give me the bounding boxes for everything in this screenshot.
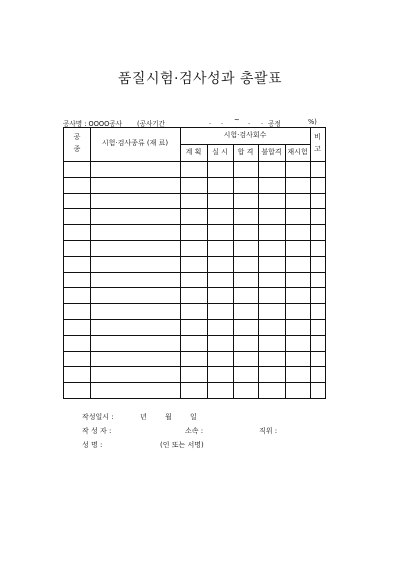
position-label: 직위 : [259,427,278,435]
header-retest: 재시험 [287,148,308,156]
table-row-line [64,256,325,257]
table-row-line [64,319,325,320]
table-row-line [64,272,325,273]
column-line [258,144,259,398]
progress-unit: %) [308,118,317,126]
header-pass: 합 격 [237,148,254,156]
period-separator: . [261,118,264,126]
header-process-2: 종 [73,145,81,153]
table-row-line [64,303,325,304]
month-label: 월 [165,413,172,421]
column-line [233,144,234,398]
header-fail: 불합격 [261,148,282,156]
table-row-line [64,335,325,336]
table-row-line [64,208,325,209]
table-row-line [64,177,325,178]
date-label: 작성일시 : [82,413,114,421]
header-remark-1: 비 [314,133,321,141]
header-test-count-group: 시험·검사회수 [223,131,267,139]
day-label: 일 [190,413,197,421]
table-row-line [64,382,325,383]
table-row-line [64,287,325,288]
column-line [310,128,311,398]
construction-period-label: (공사기간 [137,120,166,128]
signature-note: (인 또는 서명) [160,441,204,449]
affiliation-label: 소속 : [185,427,204,435]
column-line [180,128,181,398]
table-row-line [64,240,325,241]
header-group-divider [180,144,310,145]
header-remark-2: 고 [314,145,321,153]
summary-table [63,127,326,399]
header-process-1: 공 [73,133,81,141]
period-tilde: ~ [234,116,240,124]
progress-label: 공정 [268,120,281,128]
header-test-type: 시험·검사종류 (재 료) [101,139,169,147]
table-row-line [64,224,325,225]
header-actual: 실 시 [212,148,228,156]
column-line [285,144,286,398]
table-row-line [64,193,325,194]
year-label: 년 [140,413,147,421]
column-line [90,128,91,398]
project-name-label: 공사명 : OOOO공사 [63,120,123,128]
period-separator: . [209,118,212,126]
name-label: 성 명 : [82,441,103,449]
column-line [207,144,208,398]
period-separator: . [248,118,251,126]
header-plan: 계 획 [185,148,202,156]
table-row-line [64,366,325,367]
period-separator: . [221,118,224,126]
document-title: 품질시험·검사성과 총괄표 [117,71,283,87]
author-label: 작 성 자 : [82,427,112,435]
table-row-line [64,351,325,352]
